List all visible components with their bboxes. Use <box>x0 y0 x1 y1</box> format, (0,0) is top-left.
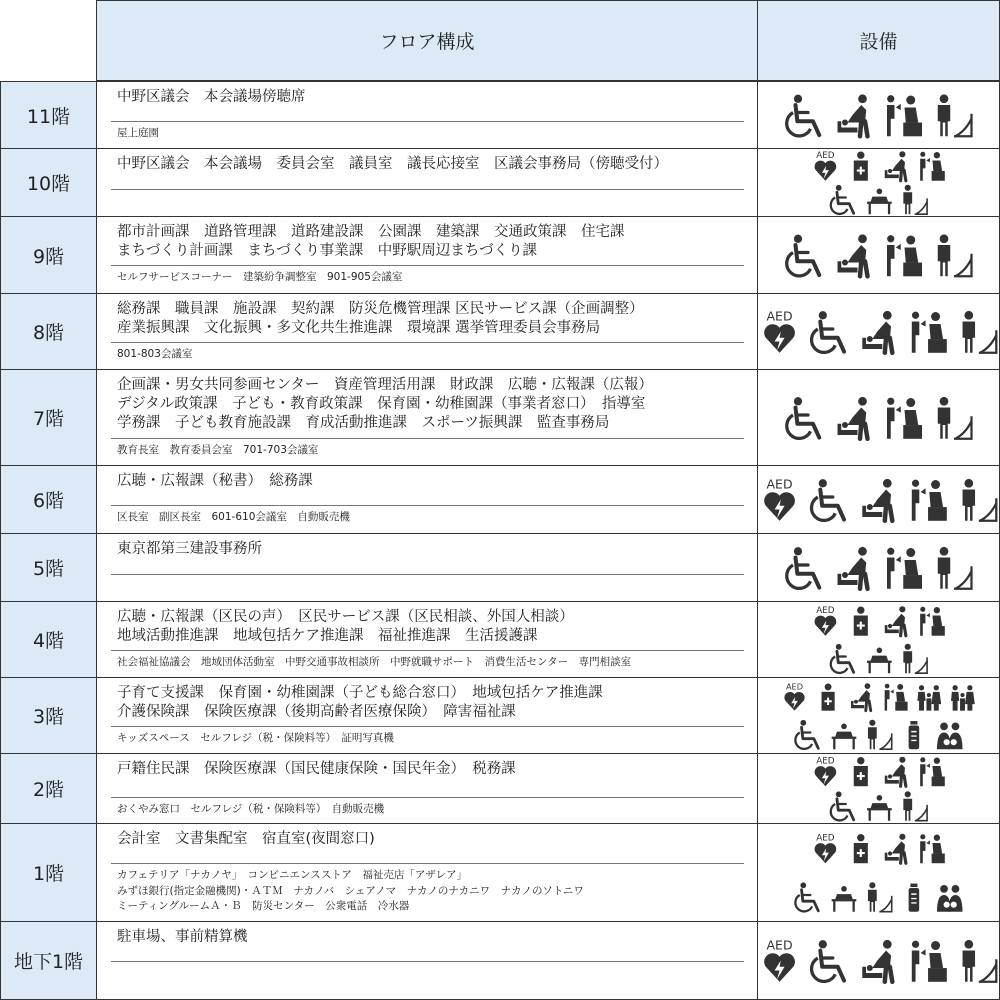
floor-departments: 中野区議会 本会議場 委員会室 議員室 議長応接室 区議会事務局（傍聴受付） <box>117 156 668 172</box>
floor-label-text: 7階 <box>32 408 65 430</box>
row-divider <box>111 342 744 343</box>
facility-icons <box>757 148 1000 217</box>
floor-departments: 総務課 職員課 施設課 契約課 防災危機管理課 区民サービス課（企画調整） 産業振興課 文化振興・多文化共生推進課 環境課 選挙管理委員会事務局 <box>117 301 644 336</box>
facility-icons <box>757 601 1000 678</box>
floor-departments: 中野区議会 本会議場傍聴席 <box>117 89 306 105</box>
floor-content <box>96 148 758 217</box>
baby-changing-icon <box>851 683 871 710</box>
floor-label <box>0 148 97 217</box>
baby-changing-icon <box>838 547 868 589</box>
floor-departments: 駐車場、事前精算機 <box>117 929 248 945</box>
floor-label <box>0 677 97 754</box>
wheelchair-icon <box>812 479 845 520</box>
floor-label <box>0 293 97 370</box>
floor-facilities-text: おくやみ窓口 セルフレジ（税・保険料等） 自動販売機 <box>117 803 385 815</box>
baby-changing-icon <box>885 834 906 863</box>
floor-departments: 企画課・男女共同参画センター 資産管理活用課 財政課 広聴・広報課（広報） デジタル政策課 子ども・教育政策課 保育園・幼稚園課（事業者窓口） 指導室 学務課 子ども教育施設課 育成活動推進課 スポーツ振興課 監査事務局 <box>117 377 653 431</box>
floor-departments: 広聴・広報課（区民の声） 区民サービス課（区民相談、外国人相談） 地域活動推進課 地域包括ケア推進課 福祉推進課 生活援護課 <box>117 609 574 644</box>
floor-label <box>0 369 97 466</box>
toilet-bar-icon <box>868 720 892 749</box>
floor-label-text: 5階 <box>32 558 65 580</box>
wheelchair-icon <box>831 791 854 820</box>
aed-icon <box>815 756 837 786</box>
wheelchair-icon <box>812 311 845 352</box>
baby-changing-icon <box>838 397 868 439</box>
wheelchair-icon <box>787 547 820 588</box>
row-divider <box>111 961 744 962</box>
toilet-bar-icon <box>903 644 927 673</box>
row-divider <box>111 265 744 266</box>
facility-icons <box>757 677 1000 754</box>
floor-content <box>96 216 758 294</box>
bed-icon <box>832 886 857 912</box>
facility-icons <box>757 293 1000 370</box>
toilet-bar-icon <box>903 791 927 820</box>
floor-config-header-label: フロア構成 <box>379 31 475 53</box>
floor-departments: 都市計画課 道路管理課 道路建設課 公園課 建築課 交通政策課 住宅課 まちづくり計画課 まちづくり事業課 中野駅周辺まちづくり課 <box>117 224 625 259</box>
row-divider <box>111 650 744 651</box>
facility-icon-group <box>758 922 999 999</box>
bed-icon <box>867 648 892 674</box>
baby-changing-icon <box>862 940 892 982</box>
floor-label-text: 地下1階 <box>13 951 84 973</box>
facility-icon-group <box>758 370 999 465</box>
floor-label <box>0 921 97 1000</box>
facility-icons <box>757 465 1000 534</box>
row-divider <box>111 121 744 122</box>
toilet-bar-icon <box>963 479 997 521</box>
floor-facilities-text: 社会福祉協議会 地域団体活動室 中野交通事故相談所 中野就職サポート 消費生活センター 専門相談室 <box>117 656 632 668</box>
floor-facilities-text: 801-803会議室 <box>117 348 193 360</box>
floor-content <box>96 677 758 754</box>
facility-icon-group <box>758 602 999 677</box>
toilet-bar-icon <box>938 547 972 589</box>
floor-label <box>0 823 97 922</box>
row-divider <box>111 574 744 575</box>
aed-icon <box>764 476 795 521</box>
family-icon <box>951 685 975 711</box>
floor-label-text: 9階 <box>32 245 65 268</box>
first-aid-icon <box>854 834 868 863</box>
aed-icon <box>815 606 837 636</box>
toilet-bar-icon <box>963 940 997 982</box>
floor-label-text: 8階 <box>32 322 65 344</box>
aed-icon <box>815 151 837 181</box>
floor-facilities-text: キッズスペース セルフレジ（税・保険料等） 証明写真機 <box>117 732 394 744</box>
facility-icon-group <box>758 824 999 921</box>
breastfeeding-icon <box>937 722 963 749</box>
baby-changing-icon <box>862 311 892 353</box>
ostomate-icon <box>887 548 922 589</box>
facility-icons <box>757 369 1000 466</box>
facilities-header <box>757 0 1000 81</box>
baby-changing-icon <box>862 479 892 521</box>
bed-icon <box>832 724 857 750</box>
bed-icon <box>867 189 892 215</box>
baby-changing-icon <box>838 94 868 136</box>
floor-facilities-text: カフェテリア「ナカノヤ」 コンビニエンスストア 福祉売店「アザレア」 みずほ銀行(指定金融機関)・ＡＴＭ ナカノバ シェアノマ ナカノのナカニワ ナカノのソトニワ ミーティングルームＡ・Ｂ 防災センター 公衆電話 冷水器 <box>117 869 584 912</box>
toilet-bar-icon <box>938 234 972 276</box>
floor-departments: 戸籍住民課 保険医療課（国民健康保険・国民年金） 税務課 <box>117 761 516 777</box>
toilet-bar-icon <box>903 185 927 214</box>
floor-content <box>96 465 758 534</box>
facility-icons <box>757 533 1000 602</box>
row-divider <box>111 438 744 439</box>
ostomate-icon <box>887 95 922 136</box>
toilet-bar-icon <box>963 311 997 353</box>
wheelchair-icon <box>787 397 820 438</box>
floor-label-text: 3階 <box>32 706 65 728</box>
facility-icons <box>757 921 1000 1000</box>
floor-departments: 子育て支援課 保育園・幼稚園課（子ども総合窓口） 地域包括ケア推進課 介護保険課 保険医療課（後期高齢者医療保険） 障害福祉課 <box>117 685 603 720</box>
row-divider <box>111 797 744 798</box>
wheelchair-icon <box>812 940 845 981</box>
row-divider <box>111 726 744 727</box>
wheelchair-icon <box>787 235 820 276</box>
floor-content <box>96 293 758 370</box>
ostomate-icon <box>912 312 947 353</box>
floor-label-text: 2階 <box>32 779 65 801</box>
ostomate-icon <box>912 480 947 521</box>
baby-changing-icon <box>885 606 906 635</box>
ostomate-icon <box>885 684 908 711</box>
ostomate-icon <box>920 152 945 181</box>
baby-changing-icon <box>885 757 906 786</box>
first-aid-icon <box>854 607 868 636</box>
toilet-bar-icon <box>938 397 972 439</box>
facility-icon-group <box>758 217 999 293</box>
aed-icon <box>815 833 837 863</box>
ostomate-icon <box>912 941 947 982</box>
floor-content <box>96 369 758 466</box>
floor-label <box>0 81 97 149</box>
wheelchair-icon <box>831 644 854 673</box>
aed-icon <box>764 308 795 353</box>
floor-label <box>0 753 97 824</box>
floor-facilities-text: 教育長室 教育委員会室 701-703会議室 <box>117 444 319 456</box>
breastfeeding-icon <box>937 885 963 912</box>
floor-label-text: 6階 <box>32 490 65 512</box>
toilet-bar-icon <box>868 882 892 911</box>
floor-content <box>96 81 758 149</box>
ostomate-icon <box>920 607 945 636</box>
facility-icon-group <box>758 678 999 753</box>
toilet-bar-icon <box>938 94 972 136</box>
facility-icon-group <box>758 754 999 823</box>
wheelchair-icon <box>795 882 818 911</box>
floor-departments: 東京都第三建設事務所 <box>117 541 262 557</box>
ostomate-icon <box>887 235 922 276</box>
floor-config-header <box>96 0 758 81</box>
ostomate-icon <box>920 757 945 786</box>
floor-label-text: 10階 <box>26 173 71 195</box>
floor-label <box>0 601 97 678</box>
wheelchair-icon <box>787 95 820 136</box>
first-aid-icon <box>854 152 868 181</box>
wheelchair-icon <box>831 185 854 214</box>
ostomate-icon <box>887 398 922 439</box>
facility-icon-group <box>758 82 999 148</box>
family-icon <box>917 685 941 711</box>
bottle-icon <box>909 884 920 912</box>
floor-label <box>0 533 97 602</box>
row-divider <box>111 863 744 864</box>
facility-icons <box>757 81 1000 149</box>
floor-label <box>0 216 97 294</box>
first-aid-icon <box>822 683 835 710</box>
facility-icons <box>757 753 1000 824</box>
floor-content <box>96 533 758 602</box>
floor-label <box>0 465 97 534</box>
floor-content <box>96 753 758 824</box>
facility-icons <box>757 823 1000 922</box>
floor-content <box>96 823 758 922</box>
aed-icon <box>764 937 795 982</box>
facility-icon-group <box>758 149 999 216</box>
wheelchair-icon <box>795 720 818 749</box>
facility-icon-group <box>758 294 999 369</box>
floor-content <box>96 921 758 1000</box>
baby-changing-icon <box>838 234 868 276</box>
bed-icon <box>867 795 892 821</box>
row-divider <box>111 505 744 506</box>
floor-label-text: 11階 <box>26 105 71 128</box>
floor-label-text: 4階 <box>32 630 65 652</box>
facility-icon-group <box>758 534 999 601</box>
floor-departments: 広聴・広報課（秘書） 総務課 <box>117 473 313 489</box>
facilities-header-label: 設備 <box>859 31 898 53</box>
floor-content <box>96 601 758 678</box>
aed-icon <box>784 681 804 710</box>
ostomate-icon <box>920 834 945 863</box>
floor-facilities-text: セルフサービスコーナー 建築紛争調整室 901-905会議室 <box>117 271 403 283</box>
floor-departments: 会計室 文書集配室 宿直室(夜間窓口) <box>117 831 375 847</box>
row-divider <box>111 189 744 190</box>
facility-icons <box>757 216 1000 294</box>
floor-label-text: 1階 <box>32 863 65 885</box>
bottle-icon <box>909 721 920 749</box>
floor-facilities-text: 区長室 副区長室 601-610会議室 自動販売機 <box>117 511 350 523</box>
floor-facilities-text: 屋上庭園 <box>117 127 159 139</box>
first-aid-icon <box>854 757 868 786</box>
baby-changing-icon <box>885 151 906 180</box>
facility-icon-group <box>758 466 999 533</box>
